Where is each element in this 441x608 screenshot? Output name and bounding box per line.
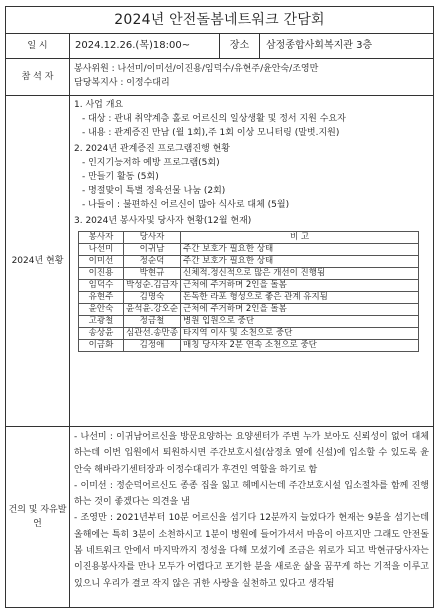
list-item: - 대상 : 관내 취약계층 홀로 어르신의 일상생활 및 정서 지원 수요자: [82, 114, 346, 125]
list-item: - 나들이 : 불편하신 어르신이 많아 식사로 대체 (5월): [82, 200, 290, 211]
date-place-row: [6, 34, 433, 59]
table-cell: 심관선.송만종: [124, 327, 181, 339]
table-row: [79, 315, 419, 327]
meeting-document: [5, 6, 434, 608]
table-row: [79, 255, 419, 267]
list-item: - 인지기능저하 예방 프로그램(5회): [82, 157, 220, 168]
opinion-paragraph: - 조영만 : 2021년부터 10분 어르신을 섬기다 12분까지 늘었다가 현재는 9분을 섬기는데 올해에는 특히 3분이 소천하시고 1분이 병원에 들어가셔서 마음이 아프지만 그래도 안전돌봄 네트워크 안에서 마지막까지 정성을 다해 모셨기에 조금은 위로가 되고 박현규당사자는 이진용봉사자를 만나 모두가 어렵다고 포기한 분을 새로운 삶을 꿈꾸게 하는 기적을 이루고 있으니 우리가 결코 작지 않은 귀한 사랑을 실천하고 있다고 생각됨: [74, 513, 429, 589]
table-header-row: [79, 231, 419, 243]
table-row: [79, 303, 419, 315]
table-cell: 정금철: [124, 315, 181, 327]
table-cell: 정순덕: [124, 255, 181, 267]
volunteer-table: [78, 231, 419, 352]
table-cell: 타지역 이사 및 소천으로 중단: [181, 327, 419, 339]
status-label: 2024년 현황: [6, 96, 70, 426]
attendees-label: 참 석 자: [6, 59, 70, 95]
section-heading: 2. 2024년 관계증진 프로그램진행 현황: [74, 143, 230, 154]
list-item: - 내용 : 관계증진 만남 (월 1회),주 1회 이상 모니터링 (말벗.지원): [82, 128, 340, 139]
table-row: [79, 279, 419, 291]
table-header-cell: 당사자: [124, 231, 181, 243]
table-cell: 주간 보호가 필요한 상태: [181, 243, 419, 255]
table-row: [79, 267, 419, 279]
opinions-row: [6, 427, 433, 607]
opinions-content: [70, 427, 433, 607]
table-cell: 신체적.정신적으로 많은 개선이 진행됨: [181, 267, 419, 279]
table-cell: 박현규: [124, 267, 181, 279]
table-header-cell: 비 고: [181, 231, 419, 243]
table-row: [79, 339, 419, 351]
table-cell: 이귀남: [124, 243, 181, 255]
list-item: - 명절맞이 특별 정육선물 나눔 (2회): [82, 186, 226, 197]
attendees-row: [6, 59, 433, 96]
table-cell: 돈독한 라포 형성으로 좋은 관계 유지됨: [181, 291, 419, 303]
table-cell: 유현주: [79, 291, 124, 303]
table-cell: 이진용: [79, 267, 124, 279]
place-value: 삼정종합사회복지관 3층: [266, 40, 373, 51]
table-row: [79, 243, 419, 255]
table-row: [79, 327, 419, 339]
status-content: [70, 96, 433, 426]
table-cell: 고광철: [79, 315, 124, 327]
table-cell: 매칭 당사자 2분 연속 소천으로 중단: [181, 339, 419, 351]
document-title: 2024년 안전돌봄네트워크 간담회: [6, 7, 433, 34]
table-cell: 이금화: [79, 339, 124, 351]
table-row: [79, 291, 419, 303]
table-cell: 윤석윤.강오순: [124, 303, 181, 315]
welfare-staff: 담당복지사 : 이정수대리: [74, 78, 170, 88]
volunteer-list: 봉사위원 : 나선미/이미선/이진용/임덕수/유현주/윤안숙/조영만: [74, 64, 319, 74]
opinion-paragraph: - 나선미 : 이귀남어르신을 방문요양하는 요양센터가 주변 누가 보아도 신뢰성이 없어 대체하는데 이번 입원에서 퇴원하시면 주간보호시설(삼정초 옆에 신설)에 입소할 수 있도록 윤안숙 해바라기센터장과 이정수대리가 후견인 역할을 하기로 함: [74, 432, 429, 475]
table-cell: 김정애: [124, 339, 181, 351]
status-row: [6, 96, 433, 427]
date-label: 일 시: [6, 34, 70, 58]
table-cell: 임덕수: [79, 279, 124, 291]
section-heading: 1. 사업 개요: [74, 100, 124, 110]
table-cell: 병원 입원으로 중단: [181, 315, 419, 327]
table-cell: 이미선: [79, 255, 124, 267]
list-item: - 만들기 활동 (5회): [82, 172, 159, 183]
table-cell: 근처에 주거하며 2인을 돌봄: [181, 303, 419, 315]
table-cell: 박성순.김금자: [124, 279, 181, 291]
table-cell: 윤안숙: [79, 303, 124, 315]
date-value: 2024.12.26.(목)18:00~: [70, 34, 220, 58]
table-cell: 주간 보호가 필요한 상태: [181, 255, 419, 267]
opinions-label: 건의 및 자유발언: [6, 427, 70, 607]
table-cell: 근처에 주거하며 2인을 돌봄: [181, 279, 419, 291]
table-header-cell: 봉사자: [79, 231, 124, 243]
table-cell: 김명숙: [124, 291, 181, 303]
table-cell: 송상윤: [79, 327, 124, 339]
table-cell: 나선미: [79, 243, 124, 255]
opinion-paragraph: - 이미선 : 정순덕어르신도 종종 집을 잃고 헤메시는데 주간보호시설 입소절차를 함께 진행하는 것이 좋겠다는 의견을 냄: [74, 480, 429, 508]
place-label: 장소: [220, 34, 260, 58]
section-heading: 3. 2024년 봉사자및 당사자 현황(12월 현재): [74, 215, 252, 226]
